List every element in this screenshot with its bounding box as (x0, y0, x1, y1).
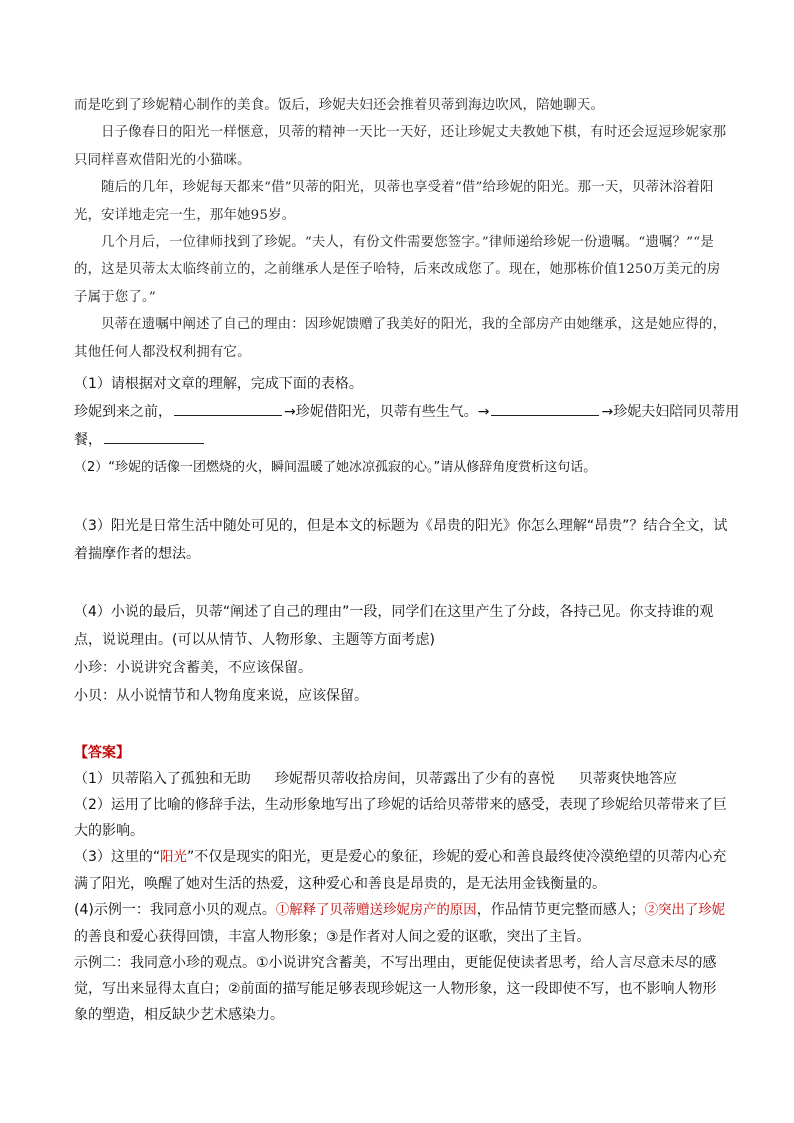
q1-blank-2[interactable] (491, 401, 599, 416)
answer-3-pre: （3）这里的“ (74, 849, 161, 866)
q1-part2: 珍妮借阳光，贝蒂有些生气。 (295, 404, 478, 421)
question-4-bei: 小贝：从小说情节和人物角度来说，应该保留。 (74, 688, 368, 705)
answer-section (74, 740, 728, 1028)
story-paragraph-4: 几个月后，一位律师找到了珍妮。“夫人，有份文件需要您签字。”律师递给珍妮一份遗嘱。“遗嘱？”“是的，这是贝蒂太太临终前立的，之前继承人是侄子哈特，后来改成您了。现在，她那栋价值1250万美元的房子属于您了。” (74, 235, 721, 305)
story-text (74, 92, 728, 366)
question-3: （3）阳光是日常生活中随处可见的，但是本文的标题为《昂贵的阳光》你怎么理解“昂贵”？结合全文，试着揣摩作者的想法。 (74, 518, 728, 563)
answer-4-point-1: ①解释了贝蒂赠送珍妮房产的原因 (275, 903, 477, 919)
question-4-zhen: 小珍：小说讲究含蓄美，不应该保留。 (74, 660, 312, 677)
questions-section (74, 370, 740, 710)
answer-1 (74, 766, 728, 792)
answer-tag: 【答案】 (74, 745, 130, 762)
q1-arrow-1: → (284, 404, 296, 421)
answer-3-highlight: 阳光 (160, 850, 187, 866)
answer-3-post: ”不仅是现实的阳光，更是爱心的象征，珍妮的爱心和善良最终使冷漠绝望的贝蒂内心充满了阳光，唤醒了她对生活的热爱，这种爱心和善良是昂贵的，是无法用金钱衡量的。 (74, 849, 727, 893)
question-4: （4）小说的最后，贝蒂“阐述了自己的理由”一段，同学们在这里产生了分歧，各持己见。你支持谁的观点，说说理由。(可以从情节、人物形象、主题等方面考虑) (74, 604, 714, 649)
document-page (74, 92, 740, 1028)
answer-4-point-2-rest: ，丰富人物形象；③是作者对人间之爱的讴歌，突出了主旨。 (214, 929, 591, 946)
q1-part1: 珍妮到来之前， (74, 404, 172, 421)
answer-2: （2）运用了比喻的修辞手法，生动形象地写出了珍妮的话给贝蒂带来的感受，表现了珍妮给贝蒂带来了巨大的影响。 (74, 797, 727, 840)
question-1-prompt: （1）请根据对文章的理解，完成下面的表格。 (74, 376, 363, 393)
answer-4-point-1-rest: ，作品情节更完整而感人； (476, 902, 645, 919)
question-1-table-row-2 (74, 426, 728, 454)
story-paragraph-2: 日子像春日的阳光一样惬意，贝蒂的精神一天比一天好，还让珍妮丈夫教她下棋，有时还会逗逗珍妮家那只同样喜欢借阳光的小猫咪。 (74, 125, 727, 168)
q1-arrow-3: → (601, 404, 614, 421)
q1-part3: 珍妮夫妇陪同贝蒂用 (613, 404, 740, 421)
story-paragraph-1: 而是吃到了珍妮精心制作的美食。饭后，珍妮夫妇还会推着贝蒂到海边吹风，陪她聊天。 (74, 98, 605, 113)
story-paragraph-3: 随后的几年，珍妮每天都来“借”贝蒂的阳光，贝蒂也享受着“借”给珍妮的阳光。那一天，贝蒂沐浴着阳光，安详地走完一生，那年她95岁。 (74, 180, 714, 223)
answer-4-example-1 (74, 897, 728, 950)
question-2: （2）“珍妮的话像一团燃烧的火，瞬间温暖了她冰凉孤寂的心。”请从修辞角度赏析这句话。 (74, 460, 597, 476)
answer-1-item-2: 珍妮帮贝蒂收拾房间，贝蒂露出了少有的喜悦 (274, 771, 555, 788)
story-paragraph-5: 贝蒂在遗嘱中阐述了自己的理由：因珍妮馈赠了我美好的阳光，我的全部房产由她继承，这是她应得的，其他任何人都没权利拥有它。 (74, 317, 727, 360)
answer-3 (74, 844, 728, 897)
question-1-table-row (74, 398, 740, 426)
q1-part4: 餐， (74, 432, 102, 449)
answer-1-item-1: 贝蒂陷入了孤独和无助 (110, 771, 251, 788)
answer-4-point-2-red: 的善良和爱心获得回馈 (74, 929, 214, 946)
answer-4-lead: (4)示例一：我同意小贝的观点。 (74, 902, 276, 919)
answer-4-point-2: ②突出了珍妮 (644, 903, 726, 919)
q1-blank-1[interactable] (174, 401, 282, 416)
q1-arrow-2: → (477, 404, 490, 421)
answer-4-example-2: 示例二：我同意小珍的观点。①小说讲究含蓄美，不写出理由，更能促使读者思考，给人言尽意未尽的感觉，写出来显得太直白；②前面的描写能足够表现珍妮这一人物形象，这一段即使不写，也不影响人物形象的塑造，相反缺少艺术感染力。 (74, 955, 717, 1024)
answer-1-item-3: 贝蒂爽快地答应 (578, 771, 677, 788)
answer-1-label: （1） (74, 771, 111, 788)
q1-blank-3[interactable] (104, 429, 204, 444)
